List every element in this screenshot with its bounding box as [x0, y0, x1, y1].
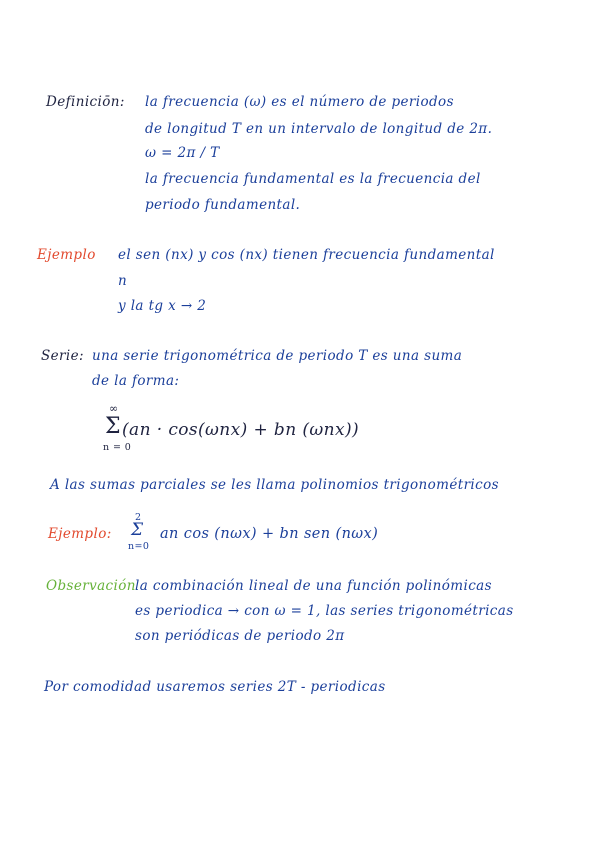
ejemplo-2-sum-upper-limit: 2 [135, 512, 142, 523]
serie-sum-symbol: Σ [105, 414, 121, 439]
ejemplo-1-line-1: el sen (nx) y cos (nx) tienen frecuencia fundamental [118, 247, 495, 263]
serie-sum-lower-limit: n = 0 [103, 442, 132, 453]
ejemplo-1-label: Ejemplo [37, 247, 96, 263]
serie-label: Serie: [41, 348, 84, 364]
ejemplo-2-expression: an cos (nωx) + bn sen (nωx) [160, 526, 379, 542]
sumas-parciales-text: A las sumas parciales se les llama polinomios trigonométricos [50, 477, 499, 493]
observacion-label: Observación [46, 578, 136, 594]
ejemplo-1-line-3: y la tg x → 2 [118, 298, 207, 314]
serie-sum-expression: (an · cos(ωnx) + bn (ωnx)) [122, 420, 360, 440]
serie-line-2: de la forma: [92, 373, 180, 389]
serie-sum-upper-limit: ∞ [109, 402, 119, 415]
ejemplo-1-line-2: n [118, 273, 128, 289]
definicion-line-5: periodo fundamental. [145, 197, 301, 213]
definicion-line-4: la frecuencia fundamental es la frecuencia del [145, 171, 481, 187]
definicion-line-1: la frecuencia (ω) es el número de periodos [145, 94, 454, 110]
serie-line-1: una serie trigonométrica de periodo T es una suma [92, 348, 463, 364]
observacion-line-1: la combinación lineal de una función polinómicas [135, 578, 492, 594]
observacion-line-3: son periódicas de periodo 2π [135, 628, 345, 644]
comodidad-text: Por comodidad usaremos series 2T - periodicas [44, 679, 386, 695]
definicion-formula: ω = 2π / T [145, 145, 220, 161]
ejemplo-2-label: Ejemplo: [48, 526, 112, 542]
ejemplo-2-sum-lower-limit: n=0 [128, 541, 150, 552]
definicion-label: Definiciōn: [46, 94, 125, 110]
definicion-line-2: de longitud T en un intervalo de longitud de 2π. [145, 121, 493, 137]
observacion-line-2: es periodica → con ω = 1, las series trigonométricas [135, 603, 514, 619]
ejemplo-2-sum-symbol: Σ [131, 520, 144, 540]
